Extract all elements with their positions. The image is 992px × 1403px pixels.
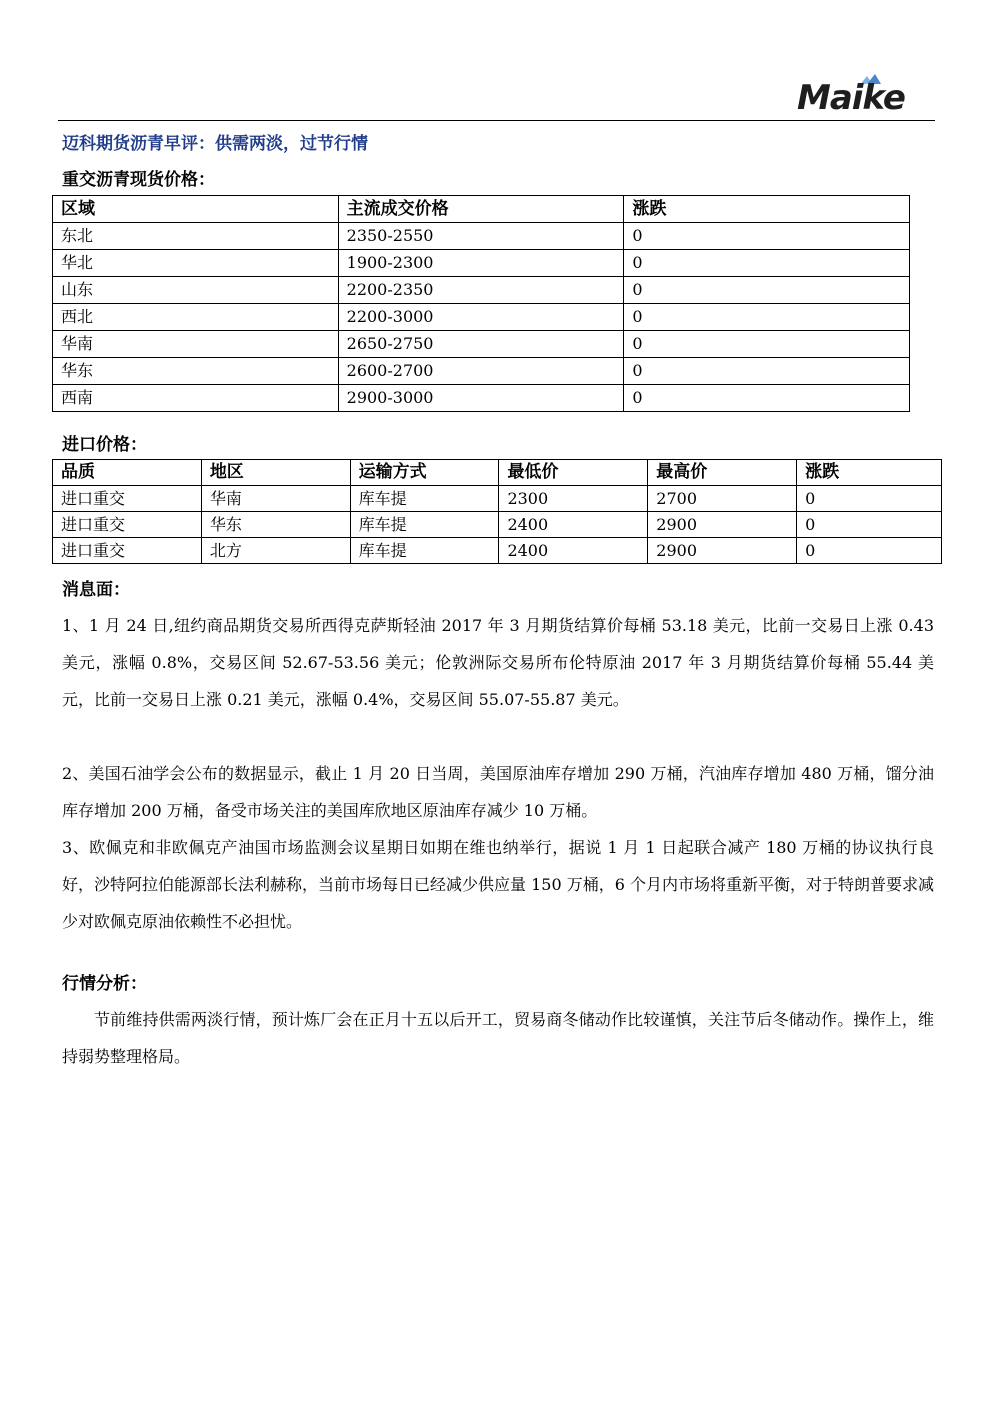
table-cell: 库车提 (350, 512, 499, 538)
import-heading: 进口价格： (62, 435, 147, 455)
table-row (53, 538, 942, 564)
column-header: 运输方式 (350, 460, 499, 486)
table-cell: 2200-2350 (338, 277, 624, 304)
column-header: 涨跌 (797, 460, 942, 486)
column-header: 涨跌 (624, 196, 910, 223)
table-cell: 2900-3000 (338, 385, 624, 412)
table-cell: 2300 (499, 486, 648, 512)
table-row (53, 277, 910, 304)
table-cell: 北方 (201, 538, 350, 564)
table-cell: 2700 (648, 486, 797, 512)
table-cell: 西北 (53, 304, 339, 331)
table-row (53, 512, 942, 538)
table-cell: 0 (624, 277, 910, 304)
table-cell: 西南 (53, 385, 339, 412)
table-header-row (53, 460, 942, 486)
table-cell: 2650-2750 (338, 331, 624, 358)
analysis-text: 节前维持供需两淡行情，预计炼厂会在正月十五以后开工，贸易商冬储动作比较谨慎，关注节后冬储动作。操作上，维持弱势整理格局。 (62, 1010, 934, 1066)
table-header-row (53, 196, 910, 223)
table-cell: 进口重交 (53, 538, 202, 564)
table-cell: 华东 (201, 512, 350, 538)
analysis-heading: 行情分析： (62, 974, 147, 994)
header-rule (58, 120, 935, 121)
table-cell: 0 (624, 385, 910, 412)
table-cell: 华南 (201, 486, 350, 512)
table-cell: 0 (624, 223, 910, 250)
table-cell: 0 (797, 486, 942, 512)
table-cell: 2400 (499, 512, 648, 538)
table-cell: 2200-3000 (338, 304, 624, 331)
table-cell: 2400 (499, 538, 648, 564)
table-row (53, 223, 910, 250)
news-item-1: 1、1 月 24 日,纽约商品期货交易所西得克萨斯轻油 2017 年 3 月期货结算价每桶 53.18 美元，比前一交易日上涨 0.43 美元，涨幅 0.8%，交易区间 52.67-53.56 美元；伦敦洲际交易所布伦特原油 2017 年 3 月期货结算价每桶 55.44 美元，比前一交易日上涨 0.21 美元，涨幅 0.4%，交易区间 55.07-55.87 美元。 (62, 616, 934, 709)
spot-price-table (52, 195, 910, 412)
table-row (53, 358, 910, 385)
column-header: 最低价 (499, 460, 648, 486)
import-price-table (52, 459, 942, 564)
table-cell: 山东 (53, 277, 339, 304)
table-cell: 华北 (53, 250, 339, 277)
table-row (53, 304, 910, 331)
table-row (53, 385, 910, 412)
news-item-2: 2、美国石油学会公布的数据显示，截止 1 月 20 日当周，美国原油库存增加 290 万桶，汽油库存增加 480 万桶，馏分油库存增加 200 万桶，备受市场关注的美国库欣地区原油库存减少 10 万桶。 (62, 764, 934, 820)
column-header: 品质 (53, 460, 202, 486)
table-cell: 东北 (53, 223, 339, 250)
news-item-3: 3、欧佩克和非欧佩克产油国市场监测会议星期日如期在维也纳举行，据说 1 月 1 日起联合减产 180 万桶的协议执行良好，沙特阿拉伯能源部长法利赫称，当前市场每日已经减少供应量 150 万桶，6 个月内市场将重新平衡，对于特朗普要求减少对欧佩克原油依赖性不必担忧。 (62, 838, 934, 931)
table-cell: 0 (624, 331, 910, 358)
news-heading: 消息面： (62, 580, 130, 600)
table-cell: 库车提 (350, 538, 499, 564)
table-cell: 2350-2550 (338, 223, 624, 250)
table-cell: 0 (624, 304, 910, 331)
maike-logo (795, 72, 935, 120)
table-cell: 2600-2700 (338, 358, 624, 385)
table-row (53, 486, 942, 512)
table-cell: 0 (624, 250, 910, 277)
table-cell: 0 (624, 358, 910, 385)
table-cell: 库车提 (350, 486, 499, 512)
column-header: 主流成交价格 (338, 196, 624, 223)
table-cell: 0 (797, 538, 942, 564)
column-header: 最高价 (648, 460, 797, 486)
table-cell: 2900 (648, 512, 797, 538)
table-cell: 华南 (53, 331, 339, 358)
table-row (53, 250, 910, 277)
column-header: 地区 (201, 460, 350, 486)
column-header: 区域 (53, 196, 339, 223)
table-cell: 进口重交 (53, 486, 202, 512)
logo-text: Maike (797, 78, 905, 118)
table-cell: 2900 (648, 538, 797, 564)
spot-heading: 重交沥青现货价格： (62, 170, 215, 190)
table-cell: 华东 (53, 358, 339, 385)
table-cell: 1900-2300 (338, 250, 624, 277)
table-cell: 进口重交 (53, 512, 202, 538)
table-row (53, 331, 910, 358)
page-title: 迈科期货沥青早评：供需两淡，过节行情 (62, 134, 368, 154)
table-cell: 0 (797, 512, 942, 538)
